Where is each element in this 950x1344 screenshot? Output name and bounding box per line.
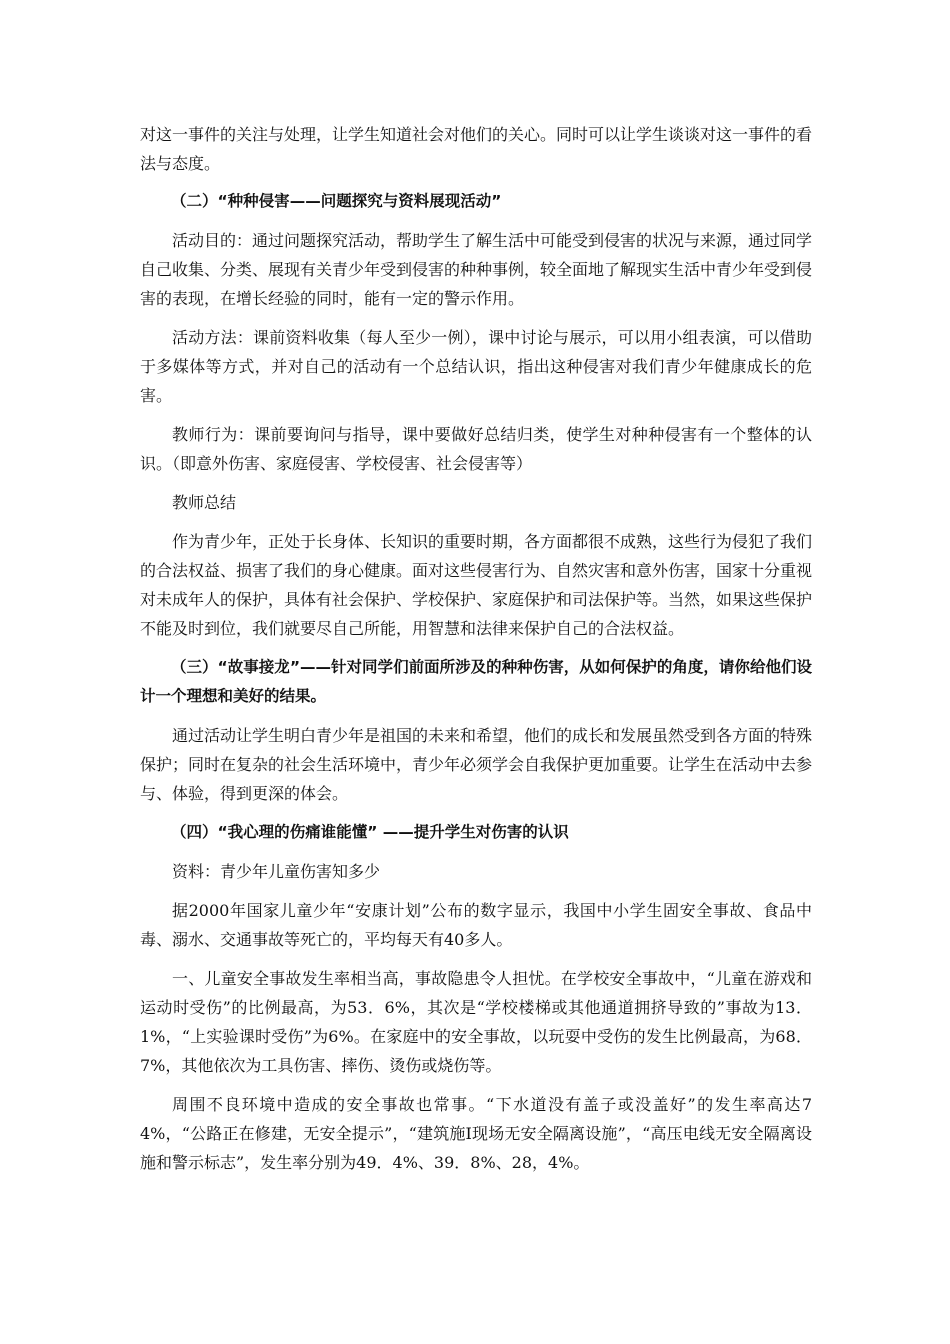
section-heading-3: （三）“故事接龙”——针对同学们前面所涉及的种种伤害，从如何保护的角度，请你给他们设计一个理想和美好的结果。 <box>140 658 812 705</box>
activity-3-text: 通过活动让学生明白青少年是祖国的未来和希望，他们的成长和发展虽然受到各方面的特殊保护；同时在复杂的社会生活环境中，青少年必须学会自我保护更加重要。让学生在活动中去参与、体验，得到更深的体会。 <box>140 726 813 803</box>
paragraph-continuation: 对这一事件的关注与处理，让学生知道社会对他们的关心。同时可以让学生谈谈对这一事件的看法与态度。 <box>140 125 813 173</box>
teacher-behavior: 教师行为：课前要询问与指导，课中要做好总结归类，使学生对种种侵害有一个整体的认识。（即意外伤害、家庭侵害、学校侵害、社会侵害等） <box>140 425 812 473</box>
teacher-summary-label: 教师总结 <box>172 493 237 512</box>
activity-method: 活动方法：课前资料收集（每人至少一例），课中讨论与展示，可以用小组表演，可以借助于多媒体等方式，并对自己的活动有一个总结认识，指出这种侵害对我们青少年健康成长的危害。 <box>140 328 812 405</box>
material-title: 资料：青少年儿童伤害知多少 <box>172 862 381 881</box>
activity-purpose: 活动目的：通过问题探究活动，帮助学生了解生活中可能受到侵害的状况与来源，通过同学自己收集、分类、展现有关青少年受到侵害的种种事例，较全面地了解现实生活中青少年受到侵害的表现，在增长经验的同时，能有一定的警示作用。 <box>140 231 813 308</box>
statistics-environment: 周围不良环境中造成的安全事故也常事。“下水道没有盖子或没盖好”的发生率高达74%，“公路正在修建，无安全提示”，“建筑施I现场无安全隔离设施”，“高压电线无安全隔离设施和警示标志”，发生率分别为49．4%、39．8%、28，4%。 <box>140 1095 812 1172</box>
document-body <box>140 120 812 1177</box>
statistics-point-1: 一、儿童安全事故发生率相当高，事故隐患令人担忧。在学校安全事故中，“儿童在游戏和运动时受伤”的比例最高，为53．6%，其次是“学校楼梯或其他通道拥挤导致的”事故为13．1%，“上实验课时受伤”为6%。在家庭中的安全事故，以玩耍中受伤的发生比例最高，为68．7%，其他依次为工具伤害、摔伤、烫伤或烧伤等。 <box>140 969 812 1075</box>
teacher-summary-text: 作为青少年，正处于长身体、长知识的重要时期，各方面都很不成熟，这些行为侵犯了我们的合法权益、损害了我们的身心健康。面对这些侵害行为、自然灾害和意外伤害，国家十分重视对未成年人的保护，具体有社会保护、学校保护、家庭保护和司法保护等。当然，如果这些保护不能及时到位，我们就要尽自己所能，用智慧和法律来保护自己的合法权益。 <box>140 532 813 638</box>
statistics-intro: 据2000年国家儿童少年“安康计划”公布的数字显示，我国中小学生固安全事故、食品中毒、溺水、交通事故等死亡的，平均每天有40多人。 <box>140 901 812 949</box>
section-heading-2: （二）“种种侵害——问题探究与资料展现活动” <box>171 192 502 210</box>
section-heading-4: （四）“我心理的伤痛谁能懂” ——提升学生对伤害的认识 <box>171 823 569 841</box>
